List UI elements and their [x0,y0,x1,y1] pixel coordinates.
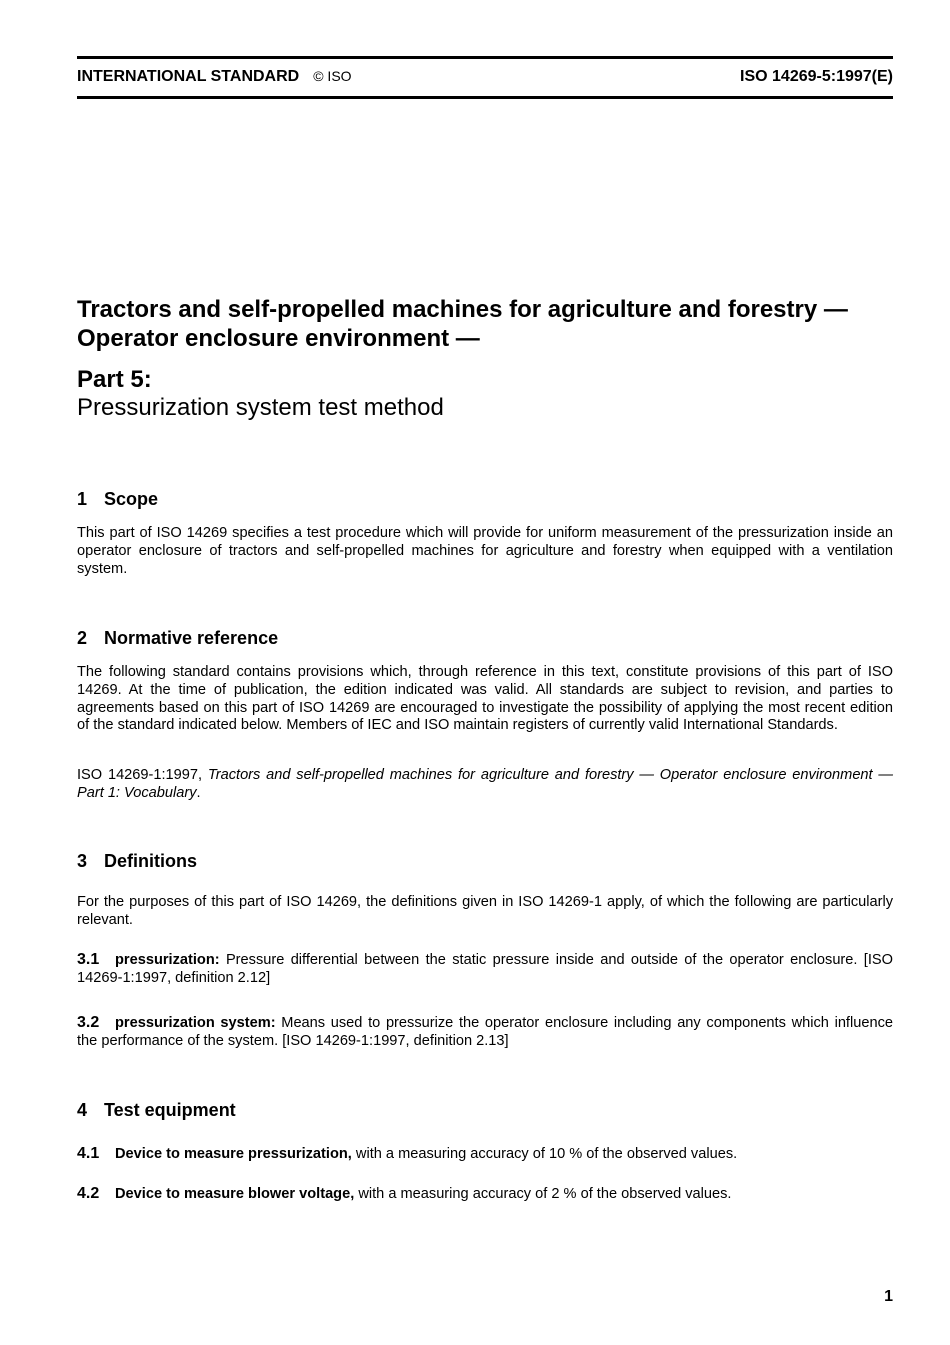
item-number: 4.1 [77,1145,100,1162]
page-header [77,68,893,90]
definition-term: pressurization: [115,952,220,968]
definition-text: Pressure differential between the static pressure inside and outside of the operator enclosure. [ISO 14269-1:1997, definition 2.12] [77,952,893,986]
item-number: 4.2 [77,1185,100,1202]
part-label: Part 5: [77,366,152,393]
definitions-intro: For the purposes of this part of ISO 14269, the definitions given in ISO 14269-1 apply, of which the following are particularly relevant. [77,894,893,928]
standard-label: INTERNATIONAL STANDARD [77,68,300,85]
section-title: Definitions [104,851,197,871]
scope-paragraph: This part of ISO 14269 specifies a test procedure which will provide for uniform measurement of the pressurization inside an operator enclosure of tractors and self-propelled machines for agriculture and forestry when equipped with a ventilation system. [77,525,893,577]
definition-number: 3.2 [77,1014,100,1031]
equipment-item-4-2 [77,1185,893,1204]
document-title: Tractors and self-propelled machines for agriculture and forestry — Operator enclosure environment — [77,296,848,352]
page-number: 1 [884,1288,893,1305]
header-top-rule [77,56,893,59]
section-heading-equipment [77,1099,236,1121]
normative-reference-entry [77,767,893,803]
section-number: 4 [77,1100,88,1120]
document-number: ISO 14269-5:1997(E) [740,68,893,85]
definition-term: pressurization system: [115,1015,276,1031]
part-subtitle: Pressurization system test method [77,394,444,421]
section-heading-scope [77,488,158,510]
definition-number: 3.1 [77,951,100,968]
definition-3-1 [77,951,893,988]
definition-text: Means used to pressurize the operator enclosure including any components which influence the performance of the system. [ISO 14269-1:1997, definition 2.13] [77,1015,893,1049]
item-text: with a measuring accuracy of 2 % of the observed values. [358,1186,732,1202]
copyright-notice: © ISO [313,68,352,84]
section-heading-definitions [77,850,197,872]
reference-end: . [196,784,201,801]
section-number: 2 [77,628,88,648]
section-title: Test equipment [104,1100,236,1120]
item-term: Device to measure blower voltage, [115,1186,355,1202]
item-text: with a measuring accuracy of 10 % of the observed values. [355,1146,738,1162]
section-heading-normative [77,627,278,649]
header-bottom-rule [77,96,893,99]
reference-title: Tractors and self-propelled machines for agriculture and forestry — Operator enclosure environment — Part 1: Vocabulary [77,767,894,801]
equipment-item-4-1 [77,1145,893,1164]
section-title: Scope [104,489,159,509]
reference-code: ISO 14269-1:1997, [77,767,203,783]
normative-paragraph: The following standard contains provisions which, through reference in this text, constitute provisions of this part of ISO 14269. At the time of publication, the edition indicated was valid. All standards are subject to revision, and parties to agreements based on this part of ISO 14269 are encouraged to investigate the possibility of applying the most recent edition of the standard indicated below. Members of IEC and ISO maintain registers of currently valid International Standards. [77,664,893,734]
definition-3-2 [77,1014,893,1051]
section-number: 1 [77,489,88,509]
section-number: 3 [77,851,88,871]
item-term: Device to measure pressurization, [115,1146,352,1162]
section-title: Normative reference [104,628,279,648]
